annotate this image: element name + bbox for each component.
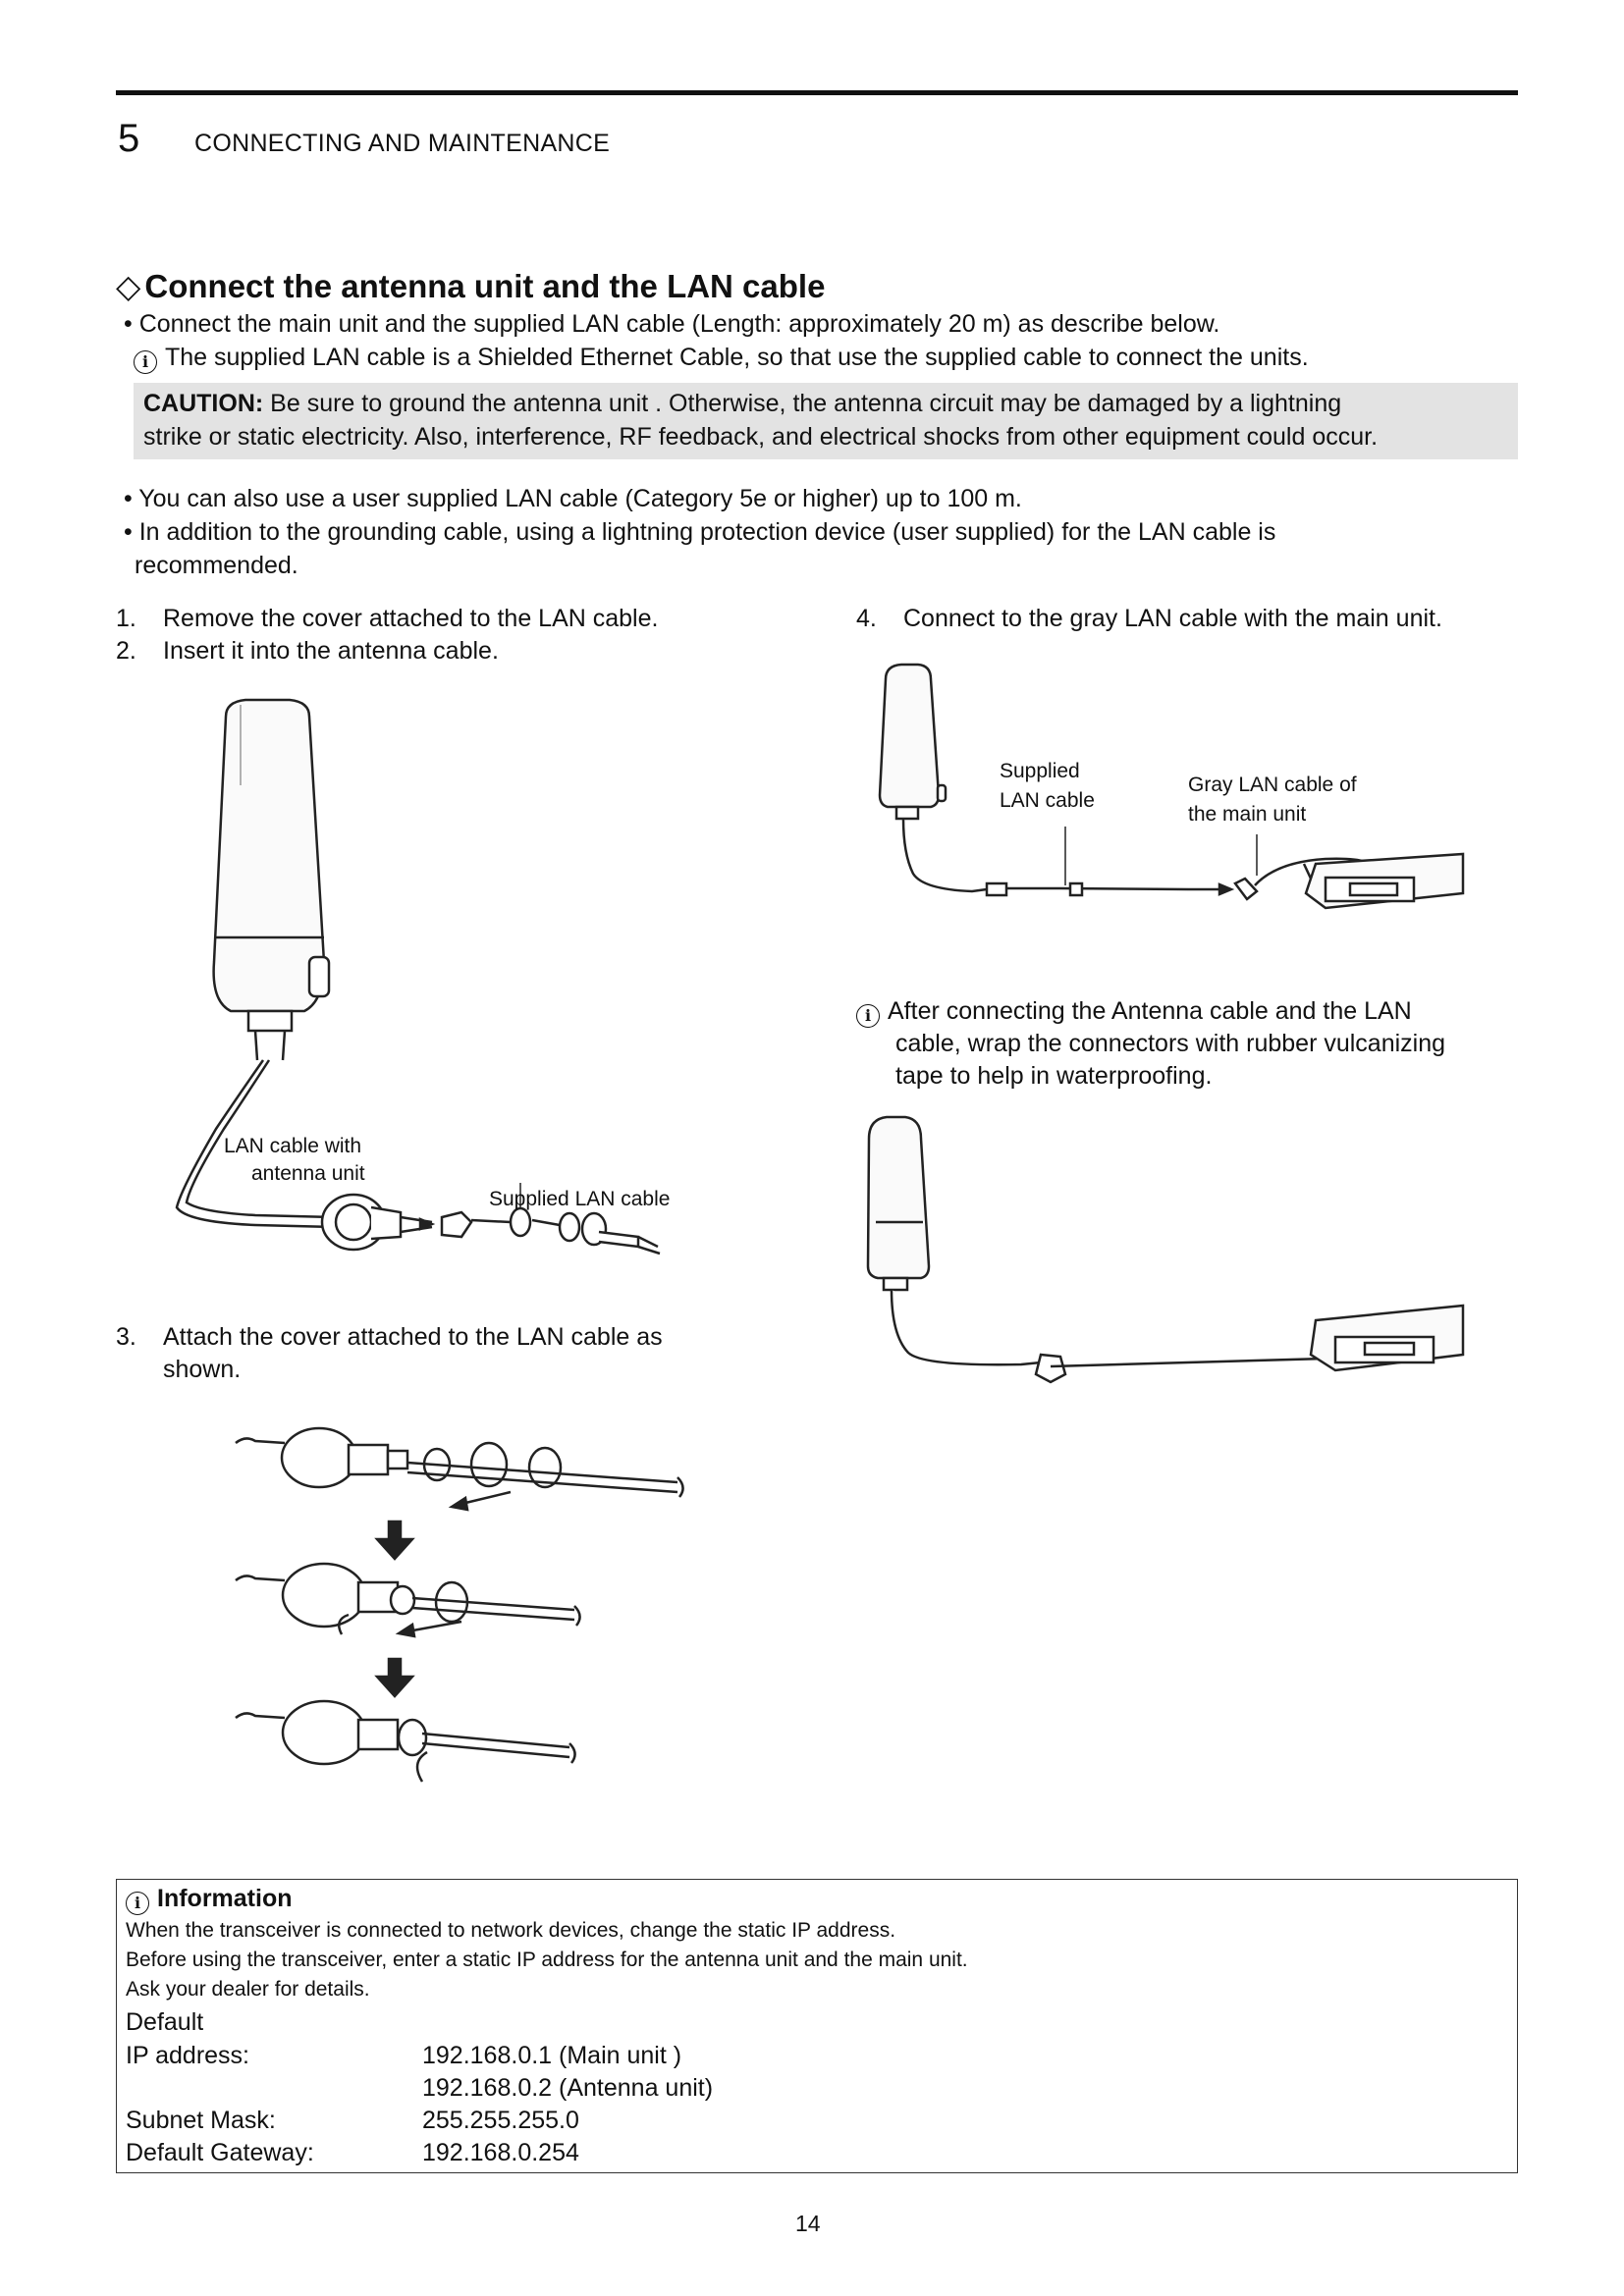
- bullet-lightning-1: • In addition to the grounding cable, using a lightning protection device (user supplied) for the LAN cable is: [124, 518, 1276, 546]
- info-icon: i: [134, 350, 157, 374]
- caution-label: CAUTION:: [143, 390, 264, 417]
- step-4: [856, 603, 1442, 635]
- info-ip-main: 192.168.0.1 (Main unit ): [422, 2042, 682, 2069]
- info-subnet-value: 255.255.255.0: [422, 2107, 579, 2134]
- bullet-user-cable: • You can also use a user supplied LAN cable (Category 5e or higher) up to 100 m.: [124, 485, 1022, 512]
- note-after-line-1: [856, 995, 1412, 1028]
- step-4-number: 4.: [856, 605, 877, 632]
- caution-line-1-text: Be sure to ground the antenna unit . Otherwise, the antenna circuit may be damaged by a lightning: [263, 390, 1342, 417]
- intro-note: [134, 342, 1309, 374]
- info-gateway-value: 192.168.0.254: [422, 2139, 579, 2166]
- intro-note-text: The supplied LAN cable is a Shielded Ethernet Cable, so that use the supplied cable to connect the units.: [165, 344, 1309, 371]
- chapter-number: 5: [118, 117, 140, 160]
- step-2: [116, 635, 499, 667]
- header-rule: [116, 90, 1518, 95]
- step-2-number: 2.: [116, 637, 136, 665]
- figure-cover-sequence: [226, 1414, 697, 1806]
- info-icon: i: [856, 1004, 880, 1028]
- label-supplied-lan-1: Supplied: [1000, 760, 1080, 782]
- section-title-text: Connect the antenna unit and the LAN cable: [144, 268, 826, 304]
- step-3-text-1: Attach the cover attached to the LAN cable as: [163, 1323, 663, 1351]
- label-lan-with-antenna-2: antenna unit: [251, 1162, 365, 1185]
- caution-line-2: strike or static electricity. Also, interference, RF feedback, and electrical shocks from other equipment could occur.: [143, 423, 1379, 451]
- note-after-line-2: cable, wrap the connectors with rubber vulcanizing: [895, 1030, 1446, 1057]
- step-1: [116, 603, 658, 635]
- caution-line-1: [143, 387, 1508, 420]
- information-title: Information: [157, 1885, 293, 1912]
- info-line-2: Before using the transceiver, enter a static IP address for the antenna unit and the main unit.: [126, 1949, 968, 1971]
- caution-box: [134, 383, 1518, 459]
- step-4-text: Connect to the gray LAN cable with the main unit.: [903, 605, 1442, 632]
- info-default-label: Default: [126, 2008, 204, 2036]
- intro-bullet: • Connect the main unit and the supplied LAN cable (Length: approximately 20 m) as describe below.: [124, 310, 1220, 338]
- info-icon: i: [126, 1892, 149, 1915]
- info-subnet-label: Subnet Mask:: [126, 2107, 276, 2134]
- label-supplied-lan: Supplied LAN cable: [489, 1188, 671, 1210]
- info-line-3: Ask your dealer for details.: [126, 1978, 370, 2001]
- page-number: 14: [795, 2211, 821, 2236]
- step-3-line-2: shown.: [163, 1356, 242, 1383]
- info-line-1: When the transceiver is connected to network devices, change the static IP address.: [126, 1919, 896, 1942]
- bullet-lightning-2: recommended.: [135, 552, 298, 579]
- section-title: [116, 267, 825, 306]
- info-ip-label: IP address:: [126, 2042, 250, 2069]
- label-gray-lan-2: the main unit: [1188, 803, 1307, 826]
- figure-waterproof-wrap: [854, 1109, 1483, 1404]
- note-after-line-3: tape to help in waterproofing.: [895, 1062, 1213, 1090]
- label-supplied-lan-2: LAN cable: [1000, 789, 1095, 812]
- information-heading: [126, 1883, 293, 1915]
- step-1-number: 1.: [116, 605, 136, 632]
- info-gateway-label: Default Gateway:: [126, 2139, 314, 2166]
- info-ip-antenna: 192.168.0.2 (Antenna unit): [422, 2074, 714, 2102]
- step-1-text: Remove the cover attached to the LAN cable.: [163, 605, 659, 632]
- figure-main-unit-connection: [864, 658, 1473, 923]
- step-3: [116, 1321, 663, 1354]
- note-after-text-1: After connecting the Antenna cable and the LAN: [888, 997, 1412, 1025]
- label-lan-with-antenna-1: LAN cable with: [224, 1135, 362, 1157]
- chapter-title: CONNECTING AND MAINTENANCE: [194, 130, 611, 157]
- label-gray-lan-1: Gray LAN cable of: [1188, 774, 1357, 796]
- step-2-text: Insert it into the antenna cable.: [163, 637, 499, 665]
- step-3-number: 3.: [116, 1323, 136, 1351]
- diamond-icon: ◇: [116, 268, 141, 304]
